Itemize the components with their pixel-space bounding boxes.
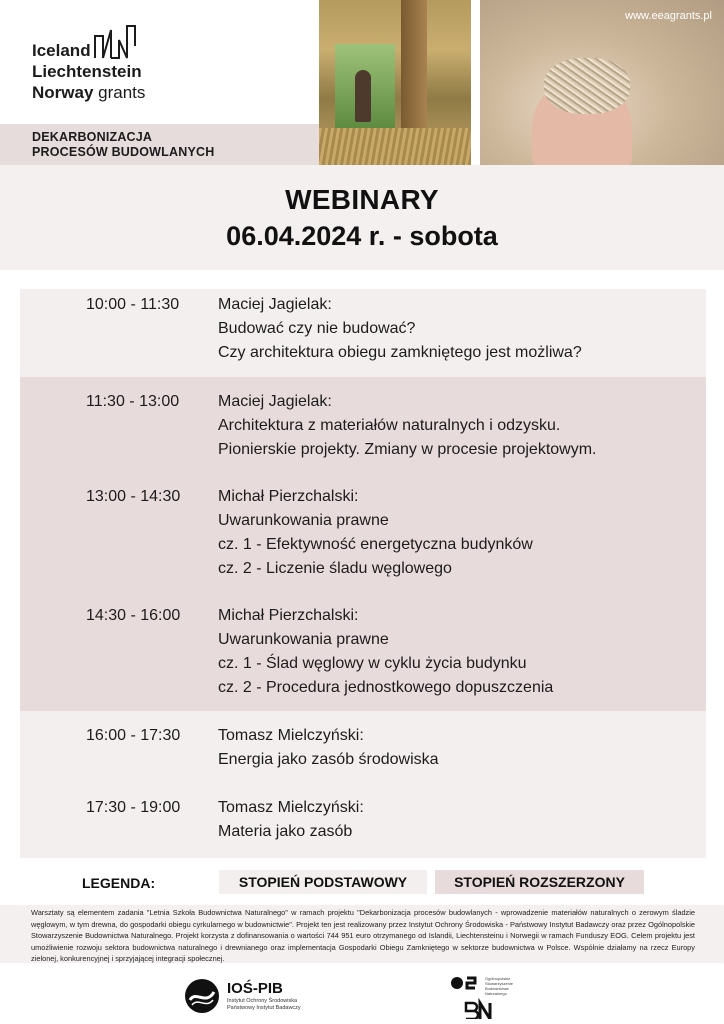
topic-line: Architektura z materiałów naturalnych i odzysku. — [218, 417, 561, 434]
topic-line: cz. 2 - Liczenie śladu węglowego — [218, 560, 452, 577]
slot-time: 13:00 - 14:30 — [86, 488, 181, 505]
project-title-band — [0, 124, 319, 165]
topic-line: cz. 2 - Procedura jednostkowego dopuszczenia — [218, 679, 554, 696]
slot-time: 10:00 - 11:30 — [86, 296, 180, 313]
topic-line: cz. 1 - Ślad węglowy w cyklu życia budynku — [218, 655, 527, 672]
brand-wordmark — [32, 40, 145, 103]
event-date: 06.04.2024 r. - sobota — [226, 221, 498, 251]
topic-line: Pionierskie projekty. Zmiany w procesie projektowym. — [218, 441, 597, 458]
brand-line-grants: grants — [98, 83, 146, 102]
speaker: Maciej Jagielak: — [218, 393, 332, 410]
topic-line: Materia jako zasób — [218, 823, 353, 840]
straw-bale-building-photo — [319, 0, 471, 165]
slot-time: 16:00 - 17:30 — [86, 727, 181, 744]
slot-time: 17:30 - 19:00 — [86, 799, 181, 816]
speaker: Michał Pierzchalski: — [218, 607, 359, 624]
page-title: WEBINARY — [285, 184, 439, 215]
speaker: Tomasz Mielczyński: — [218, 799, 364, 816]
hand-with-fibers-photo — [480, 0, 724, 165]
ios-pib-subtitle: Instytut Ochrony Środowiska Państwowy Instytut Badawczy — [227, 998, 301, 1011]
topic-line: Uwarunkowania prawne — [218, 512, 389, 529]
funding-note: Warsztaty są elementem zadania "Letnia Szkoła Budownictwa Naturalnego" w ramach projektu "Dekarbonizacja procesów budowlanych - wprowadzenie materiałów naturalnych o zerowym śladzie węglowym, w tym drewna, do gospodarki obiegu cyrkularnego w budownictwie". Projekt ten jest realizowany przez Instytut Ochrony Środowiska - Państwowy Instytut Badawczy oraz przez Ogólnopolskie Stowarzyszenie Budownictwa Naturalnego. Projekt korzysta z dofinansowania o wartości 744 951 euro otrzymanego od Islandii, Liechtensteinu i Norwegii w ramach Funduszy EOG. Celem projektu jest umożliwienie rozwoju sektora budownictwa naturalnego i drewnianego oraz implementacja Gospodarki Obiegu Zamkniętego w sektorze budownictwa w Polsce. Wspólnie działamy na rzecz Europy zielonej, konkurencyjnej i sprzyjającej integracji społecznej. — [0, 905, 724, 963]
slot-time: 11:30 - 13:00 — [86, 393, 180, 410]
schedule — [20, 289, 706, 858]
topic-line: Czy architektura obiegu zamkniętego jest możliwa? — [218, 344, 582, 361]
topic-line: Uwarunkowania prawne — [218, 631, 389, 648]
legend-basic-level: STOPIEŃ PODSTAWOWY — [219, 870, 427, 894]
speaker: Michał Pierzchalski: — [218, 488, 359, 505]
speaker: Maciej Jagielak: — [218, 296, 332, 313]
brand-logo — [0, 0, 319, 124]
ios-pib-name: IOŚ-PIB — [227, 980, 283, 997]
osbn-name: Ogólnopolskie Stowarzyszenie Budownictwa Naturalnego — [485, 976, 514, 996]
legend-label: LEGENDA: — [82, 875, 156, 891]
website-url[interactable]: www.eeagrants.pl — [625, 10, 712, 22]
slot-time: 14:30 - 16:00 — [86, 607, 181, 624]
topic-line: cz. 1 - Efektywność energetyczna budynków — [218, 536, 533, 553]
project-title: DEKARBONIZACJA PROCESÓW BUDOWLANYCH — [32, 130, 215, 159]
legend-extended-level: STOPIEŃ ROZSZERZONY — [435, 870, 644, 894]
topic-line: Energia jako zasób środowiska — [218, 751, 439, 768]
brand-line-norway: Norway — [32, 83, 94, 102]
ios-pib-logo-icon — [184, 978, 220, 1014]
speaker: Tomasz Mielczyński: — [218, 727, 364, 744]
brand-line-liechtenstein: Liechtenstein — [32, 62, 142, 81]
webinar-heading — [0, 165, 724, 270]
topic-line: Budować czy nie budować? — [218, 320, 416, 337]
brand-line-iceland: Iceland — [32, 41, 91, 60]
